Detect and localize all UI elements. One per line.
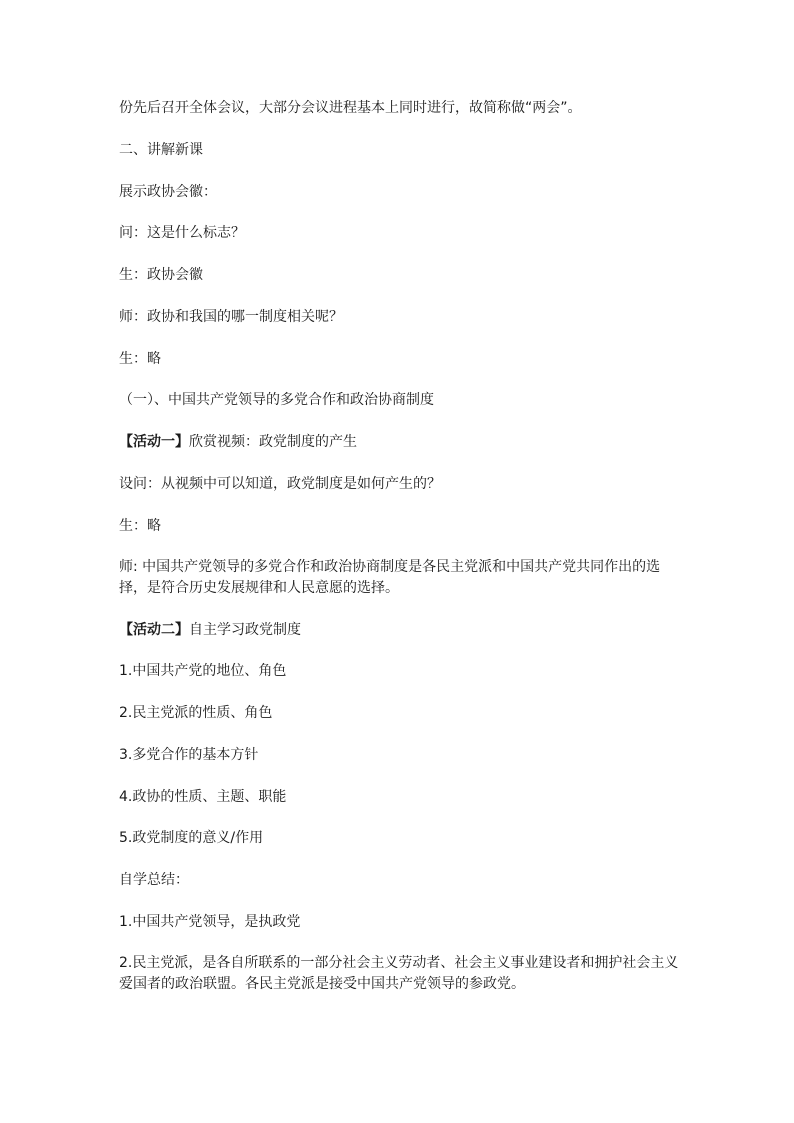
summary-item-2: 2.民主党派，是各自所联系的一部分社会主义劳动者、社会主义事业建设者和拥护社会主义爱国者的政治联盟。各民主党派是接受中国共产党领导的参政党。 [119, 955, 679, 992]
activity-one-text: 欣赏视频：政党制度的产生 [189, 434, 357, 450]
list-item-5: 5.政党制度的意义/作用 [119, 830, 264, 846]
paragraph-activity-two [119, 620, 679, 641]
paragraph-self-study-summary: 自学总结： [119, 872, 189, 888]
subsection-heading-party-system: （一）、中国共产党领导的多党合作和政治协商制度 [119, 392, 434, 408]
paragraph-two-sessions: 份先后召开全体会议，大部分会议进程基本上同时进行，故简称做“两会”。 [119, 100, 582, 116]
activity-two-label: 【活动二】 [119, 622, 189, 638]
summary-item-1: 1.中国共产党领导，是执政党 [119, 914, 301, 930]
section-heading-new-lesson: 二、讲解新课 [119, 142, 203, 158]
paragraph-teacher-explanation: 师: 中国共产党领导的多党合作和政治协商制度是各民主党派和中国共产党共同作出的选择，是符合历史发展规律和人民意愿的选择。 [119, 559, 661, 596]
paragraph-student-omitted: 生：略 [119, 351, 161, 367]
list-item-2: 2.民主党派的性质、角色 [119, 705, 273, 721]
activity-one-label: 【活动一】 [119, 434, 189, 450]
paragraph-student-omitted-2: 生：略 [119, 518, 161, 534]
list-item-3: 3.多党合作的基本方针 [119, 747, 259, 763]
paragraph-activity-one [119, 432, 679, 453]
activity-two-text: 自主学习政党制度 [189, 622, 301, 638]
paragraph-teacher-question: 师：政协和我国的哪一制度相关呢？ [119, 309, 343, 325]
paragraph-show-emblem: 展示政协会徽： [119, 184, 217, 200]
list-item-1: 1.中国共产党的地位、角色 [119, 663, 287, 679]
paragraph-student-answer: 生：政协会徽 [119, 267, 203, 283]
paragraph-question: 问：这是什么标志？ [119, 225, 245, 241]
list-item-4: 4.政协的性质、主题、职能 [119, 789, 287, 805]
paragraph-setup-question: 设问：从视频中可以知道，政党制度是如何产生的？ [119, 476, 441, 492]
